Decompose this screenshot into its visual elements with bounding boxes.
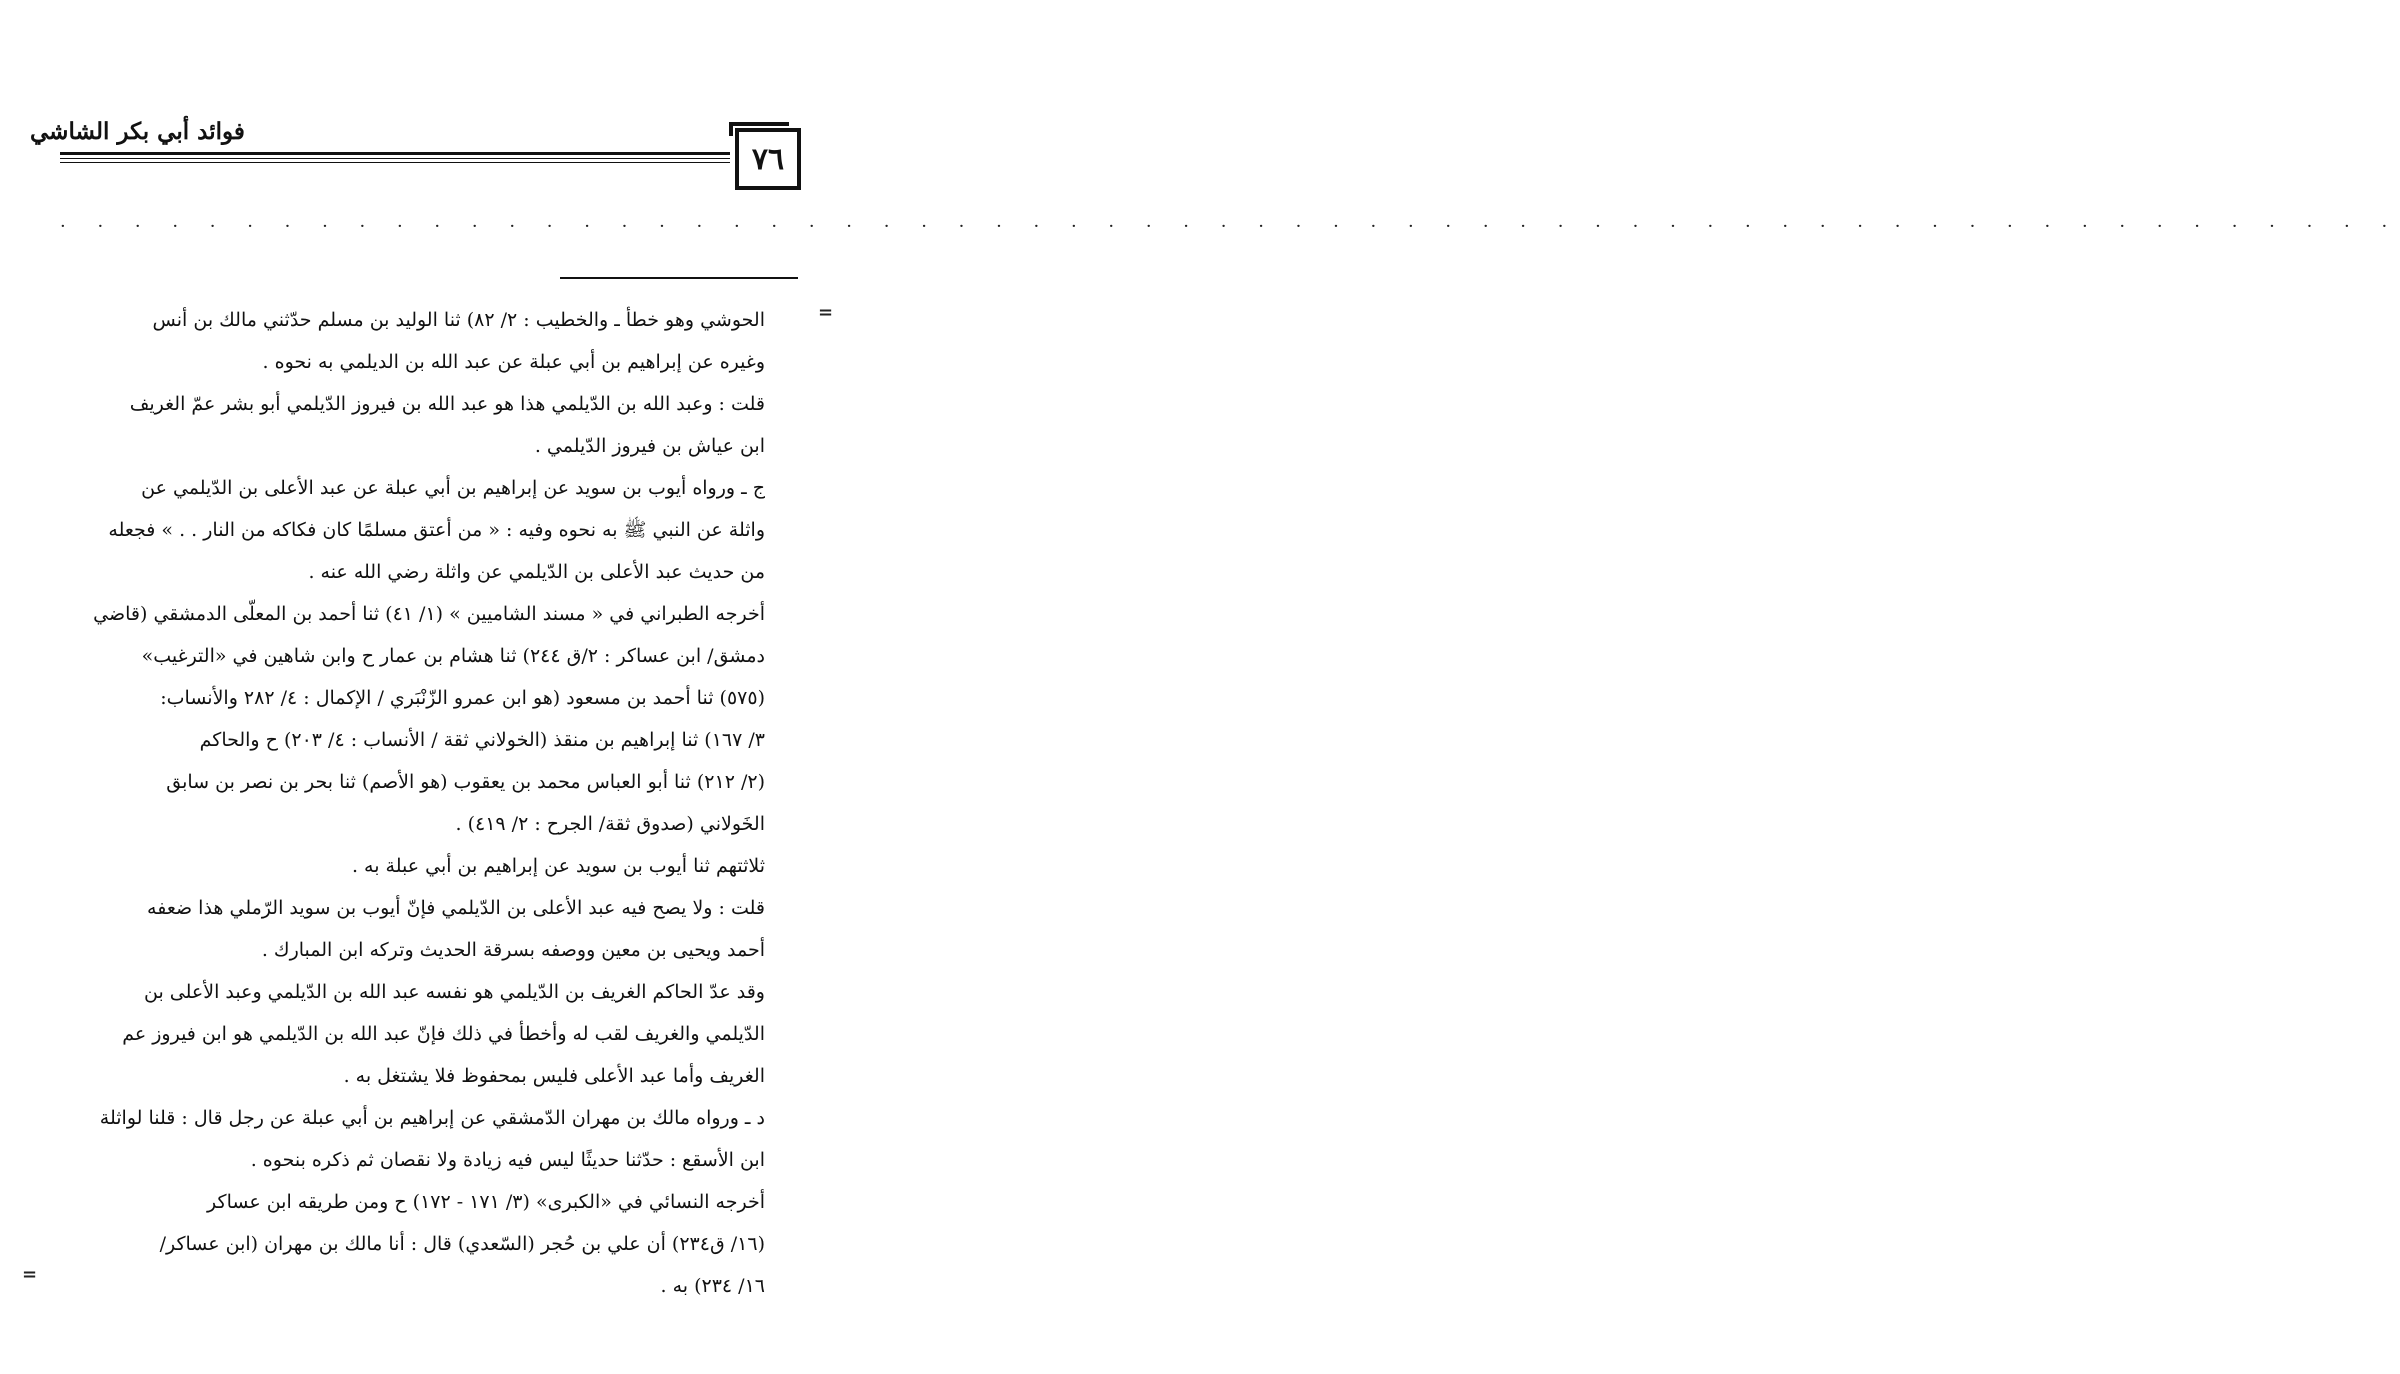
text-line: د ـ ورواه مالك بن مهران الدّمشقي عن إبراهيم بن أبي عبلة عن رجل قال : قلنا لواثلة <box>99 1107 765 1129</box>
text-line: وقد عدّ الحاكم الغريف بن الدّيلمي هو نفسه عبد الله بن الدّيلمي وعبد الأعلى بن <box>144 981 765 1003</box>
page-number-box <box>735 128 801 190</box>
text-line: الدّيلمي والغريف لقب له وأخطأ في ذلك فإنّ عبد الله بن الدّيلمي هو ابن فيروز عم <box>122 1023 765 1045</box>
text-line: ابن الأسقع : حدّثنا حديثًا ليس فيه زيادة ولا نقصان ثم ذكره بنحوه . <box>250 1149 765 1171</box>
text-line: ٣/ ١٦٧) ثنا إبراهيم بن منقذ (الخولاني ثقة / الأنساب : ٤/ ٢٠٣) ح والحاكم <box>199 729 765 751</box>
text-line: الغريف وأما عبد الأعلى فليس بمحفوظ فلا يشتغل به . <box>343 1065 765 1087</box>
text-line: دمشق/ ابن عساكر : ٢/ق ٢٤٤) ثنا هشام بن عمار ح وابن شاهين في «الترغيب» <box>141 645 765 667</box>
text-line: قلت : وعبد الله بن الدّيلمي هذا هو عبد الله بن فيروز الدّيلمي أبو بشر عمّ الغريف <box>129 393 765 415</box>
header-rule-top <box>60 152 730 155</box>
continuation-mark-bottom: = <box>22 1264 38 1285</box>
text-line: من حديث عبد الأعلى بن الدّيلمي عن واثلة رضي الله عنه . <box>308 561 765 583</box>
text-line: أحمد ويحيى بن معين ووصفه بسرقة الحديث وتركه ابن المبارك . <box>261 939 765 961</box>
text-line: ١٦/ ٢٣٤) به . <box>660 1275 765 1297</box>
text-line: (١٦/ ق٢٣٤) أن علي بن حُجر (السّعدي) قال : أنا مالك بن مهران (ابن عساكر/ <box>159 1233 765 1255</box>
book-title: فوائد أبي بكر الشاشي <box>30 118 245 145</box>
dotted-separator: · · · · · · · · · · · · · · · · · · · · · · · · · · · · · · · · · · · · · · · · · · · · · · · · · · · · · · · · · · · · · · · <box>60 216 2400 237</box>
text-line: أخرجه النسائي في «الكبرى» (٣/ ١٧١ - ١٧٢) ح ومن طريقه ابن عساكر <box>207 1191 765 1213</box>
text-line: الخَولاني (صدوق ثقة/ الجرح : ٢/ ٤١٩) . <box>455 813 765 835</box>
text-line: (٥٧٥) ثنا أحمد بن مسعود (هو ابن عمرو الزّنْبَري / الإكمال : ٤/ ٢٨٢ والأنساب: <box>160 687 765 709</box>
text-line: الحوشي وهو خطأ ـ والخطيب : ٢/ ٨٢) ثنا الوليد بن مسلم حدّثني مالك بن أنس <box>152 309 765 331</box>
text-line: ثلاثتهم ثنا أيوب بن سويد عن إبراهيم بن أبي عبلة به . <box>351 855 765 877</box>
page-number: ٧٦ <box>751 141 785 177</box>
text-line: ابن عياش بن فيروز الدّيلمي . <box>534 435 765 457</box>
text-line: واثلة عن النبي ﷺ به نحوه وفيه : « من أعتق مسلمًا كان فكاكه من النار . . » فجعله <box>108 519 765 541</box>
text-line: وغيره عن إبراهيم بن أبي عبلة عن عبد الله بن الديلمي به نحوه . <box>262 351 765 373</box>
text-line: قلت : ولا يصح فيه عبد الأعلى بن الدّيلمي فإنّ أيوب بن سويد الرّملي هذا ضعفه <box>147 897 765 919</box>
header-rule-bottom <box>60 162 730 163</box>
continuation-mark-top: = <box>818 302 834 323</box>
footnote-rule <box>560 277 798 279</box>
text-line: أخرجه الطبراني في « مسند الشاميين » (١/ ٤١) ثنا أحمد بن المعلّى الدمشقي (قاضي <box>93 603 765 625</box>
header-rule-middle <box>60 158 730 159</box>
text-line: (٢/ ٢١٢) ثنا أبو العباس محمد بن يعقوب (هو الأصم) ثنا بحر بن نصر بن سابق <box>166 771 765 793</box>
text-line: ج ـ ورواه أيوب بن سويد عن إبراهيم بن أبي عبلة عن عبد الأعلى بن الدّيلمي عن <box>141 477 765 499</box>
footnote-text <box>60 299 765 1307</box>
